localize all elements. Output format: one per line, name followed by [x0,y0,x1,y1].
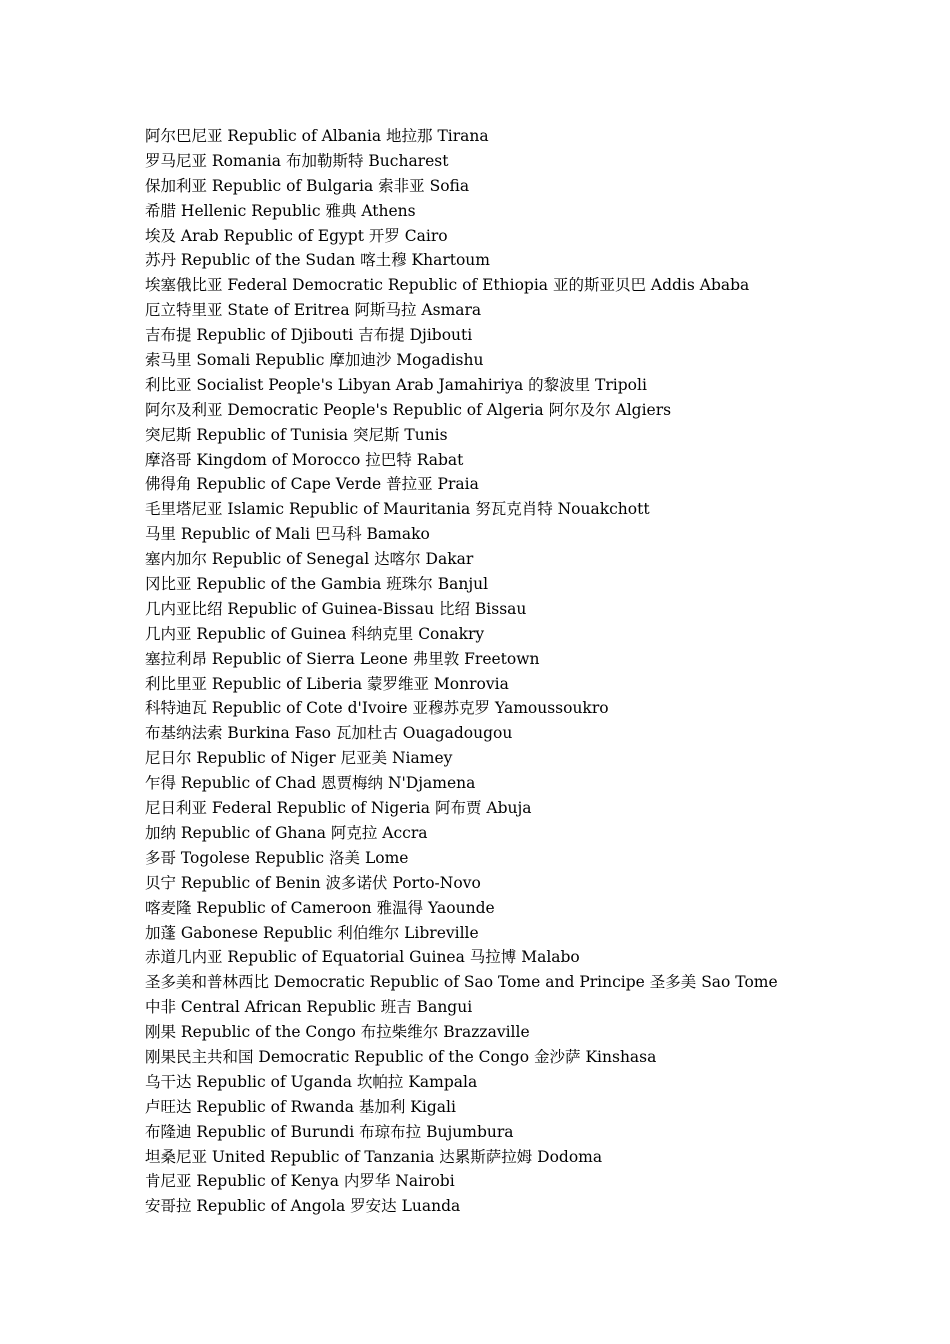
country-entry: 喀麦隆 Republic of Cameroon 雅温得 Yaounde [145,898,495,917]
country-entry: 埃及 Arab Republic of Egypt 开罗 Cairo [145,226,448,245]
country-entry: 索马里 Somali Republic 摩加迪沙 Mogadishu [145,351,484,370]
country-entry: 尼日利亚 Federal Republic of Nigeria 阿布贾 Abuja [145,799,532,818]
country-entry: 阿尔巴尼亚 Republic of Albania 地拉那 Tirana [145,127,489,145]
country-entry: 肯尼亚 Republic of Kenya 内罗华 Nairobi [145,1172,455,1191]
country-entry: 圣多美和普林西比 Democratic Republic of Sao Tome and Principe 圣多美 Sao Tome [145,973,778,992]
country-entry: 吉布提 Republic of Djibouti 吉布提 Djibouti [145,326,473,345]
country-entry: 冈比亚 Republic of the Gambia 班珠尔 Banjul [145,575,489,594]
country-entry: 坦桑尼亚 United Republic of Tanzania 达累斯萨拉姆 Dodoma [145,1147,603,1166]
country-entry: 乍得 Republic of Chad 恩贾梅纳 N'Djamena [145,774,476,793]
country-entry: 几内亚 Republic of Guinea 科纳克里 Conakry [145,624,485,643]
country-entry: 多哥 Togolese Republic 洛美 Lome [145,848,409,867]
country-entry: 希腊 Hellenic Republic 雅典 Athens [145,201,416,220]
country-entry: 乌干达 Republic of Uganda 坎帕拉 Kampala [145,1072,478,1091]
country-entry: 加蓬 Gabonese Republic 利伯维尔 Libreville [145,923,479,942]
country-entry: 突尼斯 Republic of Tunisia 突尼斯 Tunis [145,425,448,444]
country-entry: 佛得角 Republic of Cape Verde 普拉亚 Praia [145,475,479,494]
country-entry: 布隆迪 Republic of Burundi 布琼布拉 Bujumbura [145,1122,514,1141]
country-entry: 刚果民主共和国 Democratic Republic of the Congo 金沙萨 Kinshasa [145,1047,657,1066]
country-entry: 埃塞俄比亚 Federal Democratic Republic of Ethiopia 亚的斯亚贝巴 Addis Ababa [145,276,750,295]
country-entry: 加纳 Republic of Ghana 阿克拉 Accra [145,823,428,842]
country-entry: 利比亚 Socialist People's Libyan Arab Jamahiriya 的黎波里 Tripoli [145,375,647,394]
country-entry: 马里 Republic of Mali 巴马科 Bamako [145,525,430,544]
country-entry: 赤道几内亚 Republic of Equatorial Guinea 马拉博 Malabo [145,948,580,967]
country-entry: 毛里塔尼亚 Islamic Republic of Mauritania 努瓦克肖特 Nouakchott [145,500,650,519]
country-entry: 塞内加尔 Republic of Senegal 达喀尔 Dakar [145,550,474,569]
country-entry: 摩洛哥 Kingdom of Morocco 拉巴特 Rabat [145,450,464,469]
country-entry: 利比里亚 Republic of Liberia 蒙罗维亚 Monrovia [145,674,509,693]
country-entry: 布基纳法索 Burkina Faso 瓦加杜古 Ouagadougou [145,724,513,743]
country-entry: 安哥拉 Republic of Angola 罗安达 Luanda [145,1197,461,1216]
country-entry: 几内亚比绍 Republic of Guinea-Bissau 比绍 Bissau [145,599,527,618]
country-entry: 卢旺达 Republic of Rwanda 基加利 Kigali [145,1097,456,1116]
country-entry: 罗马尼亚 Romania 布加勒斯特 Bucharest [145,151,449,170]
country-list [145,124,905,1219]
country-entry: 贝宁 Republic of Benin 波多诺伏 Porto-Novo [145,873,481,892]
country-entry: 苏丹 Republic of the Sudan 喀土穆 Khartoum [145,251,490,270]
country-entry: 塞拉利昂 Republic of Sierra Leone 弗里敦 Freetown [145,649,540,668]
country-entry: 保加利亚 Republic of Bulgaria 索非亚 Sofia [145,176,470,195]
country-entry: 刚果 Republic of the Congo 布拉柴维尔 Brazzaville [145,1023,530,1042]
country-entry: 科特迪瓦 Republic of Cote d'Ivoire 亚穆苏克罗 Yamoussoukro [145,699,609,718]
country-entry: 厄立特里亚 State of Eritrea 阿斯马拉 Asmara [145,301,482,320]
country-entry: 尼日尔 Republic of Niger 尼亚美 Niamey [145,749,453,768]
country-entry: 中非 Central African Republic 班吉 Bangui [145,998,473,1017]
country-entry: 阿尔及利亚 Democratic People's Republic of Algeria 阿尔及尔 Algiers [145,400,672,419]
